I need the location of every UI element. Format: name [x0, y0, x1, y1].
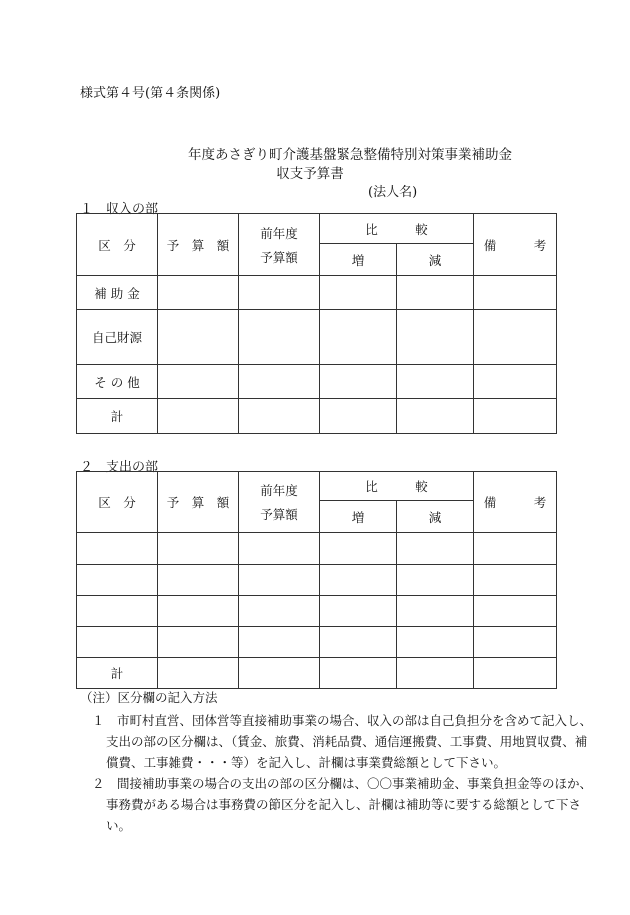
corporation-name-label: (法人名): [368, 185, 418, 200]
table-row: [77, 565, 557, 596]
cell-input[interactable]: [158, 565, 239, 596]
cell-input[interactable]: [320, 596, 397, 627]
cell-input[interactable]: [397, 565, 474, 596]
header-budget: 予 算 額: [158, 214, 239, 276]
header-decrease: 減: [397, 244, 474, 276]
cell-input[interactable]: [158, 596, 239, 627]
header-prev-year-line2: 予算額: [260, 507, 298, 522]
header-prev-year: [239, 214, 320, 276]
cell-input[interactable]: [239, 658, 320, 689]
table-row: [77, 276, 557, 310]
table-row: [77, 658, 557, 689]
row-label-total: 計: [77, 658, 158, 689]
header-category: 区 分: [77, 214, 158, 276]
cell-input[interactable]: [474, 565, 557, 596]
cell-input[interactable]: [158, 533, 239, 565]
cell-input[interactable]: [320, 399, 397, 434]
table-row: [77, 365, 557, 399]
cell-input[interactable]: [239, 399, 320, 434]
document-subtitle: 収支予算書: [276, 166, 344, 182]
income-table: [76, 213, 557, 434]
cell-input[interactable]: [474, 658, 557, 689]
header-increase: 増: [320, 244, 397, 276]
cell-input[interactable]: [320, 533, 397, 565]
header-comparison: 比 較: [320, 472, 474, 501]
cell-input[interactable]: [397, 533, 474, 565]
cell-input[interactable]: [397, 276, 474, 310]
header-prev-year: [239, 472, 320, 533]
cell-input[interactable]: [239, 596, 320, 627]
row-label[interactable]: [77, 627, 158, 658]
header-comparison: 比 較: [320, 214, 474, 244]
table-row: [77, 533, 557, 565]
cell-input[interactable]: [474, 365, 557, 399]
expense-table: [76, 471, 557, 689]
header-remarks: 備 考: [474, 214, 557, 276]
cell-input[interactable]: [158, 658, 239, 689]
cell-input[interactable]: [320, 658, 397, 689]
table-row: [77, 596, 557, 627]
cell-input[interactable]: [239, 533, 320, 565]
cell-input[interactable]: [474, 596, 557, 627]
cell-input[interactable]: [474, 533, 557, 565]
row-label: 自己財源: [77, 310, 158, 365]
cell-input[interactable]: [474, 399, 557, 434]
note-2-line-1: ２ 間接補助事業の場合の支出の部の区分欄は、〇〇事業補助金、事業負担金等のほか、: [92, 776, 593, 791]
row-label[interactable]: [77, 565, 158, 596]
cell-input[interactable]: [320, 310, 397, 365]
row-label[interactable]: [77, 596, 158, 627]
cell-input[interactable]: [474, 310, 557, 365]
cell-input[interactable]: [320, 276, 397, 310]
cell-input[interactable]: [397, 596, 474, 627]
cell-input[interactable]: [158, 399, 239, 434]
table-row: [77, 399, 557, 434]
note-1-line-2: 支出の部の区分欄は、（賃金、旅費、消耗品費、通信運搬費、工事費、用地買収費、補: [106, 734, 588, 749]
cell-input[interactable]: [397, 399, 474, 434]
table-row: [77, 627, 557, 658]
cell-input[interactable]: [397, 658, 474, 689]
cell-input[interactable]: [320, 365, 397, 399]
header-decrease: 減: [397, 501, 474, 533]
notes-heading: （注）区分欄の記入方法: [80, 690, 218, 705]
table-row: [77, 310, 557, 365]
header-prev-year-line1: 前年度: [260, 225, 298, 241]
cell-input[interactable]: [474, 276, 557, 310]
cell-input[interactable]: [320, 565, 397, 596]
row-label[interactable]: [77, 533, 158, 565]
cell-input[interactable]: [239, 565, 320, 596]
note-1-line-3: 償費、工事雑費・・・等）を記入し、計欄は事業費総額として下さい。: [106, 755, 507, 770]
cell-input[interactable]: [158, 276, 239, 310]
cell-input[interactable]: [320, 627, 397, 658]
cell-input[interactable]: [158, 310, 239, 365]
header-increase: 増: [320, 501, 397, 533]
cell-input[interactable]: [239, 627, 320, 658]
row-label: そ の 他: [77, 365, 158, 399]
note-1-line-1: １ 市町村直営、団体営等直接補助事業の場合、収入の部は自己負担分を含めて記入し、: [92, 713, 593, 728]
document-title: 年度あさぎり町介護基盤緊急整備特別対策事業補助金: [188, 147, 512, 163]
cell-input[interactable]: [158, 627, 239, 658]
header-category: 区 分: [77, 472, 158, 533]
form-number: 様式第４号(第４条関係): [80, 86, 221, 101]
cell-input[interactable]: [474, 627, 557, 658]
expense-section-title: ２ 支出の部: [80, 460, 159, 475]
cell-input[interactable]: [239, 365, 320, 399]
cell-input[interactable]: [397, 365, 474, 399]
cell-input[interactable]: [158, 365, 239, 399]
cell-input[interactable]: [397, 310, 474, 365]
header-prev-year-line1: 前年度: [260, 483, 298, 498]
note-2-line-3: い。: [106, 818, 132, 833]
header-budget: 予 算 額: [158, 472, 239, 533]
cell-input[interactable]: [239, 310, 320, 365]
income-section-title: １ 収入の部: [80, 202, 159, 217]
row-label: 補 助 金: [77, 276, 158, 310]
header-prev-year-line2: 予算額: [260, 249, 298, 265]
note-2-line-2: 事務費がある場合は事務費の節区分を記入し、計欄は補助等に要する総額として下さ: [106, 797, 582, 812]
cell-input[interactable]: [397, 627, 474, 658]
row-label-total: 計: [77, 399, 158, 434]
cell-input[interactable]: [239, 276, 320, 310]
header-remarks: 備 考: [474, 472, 557, 533]
